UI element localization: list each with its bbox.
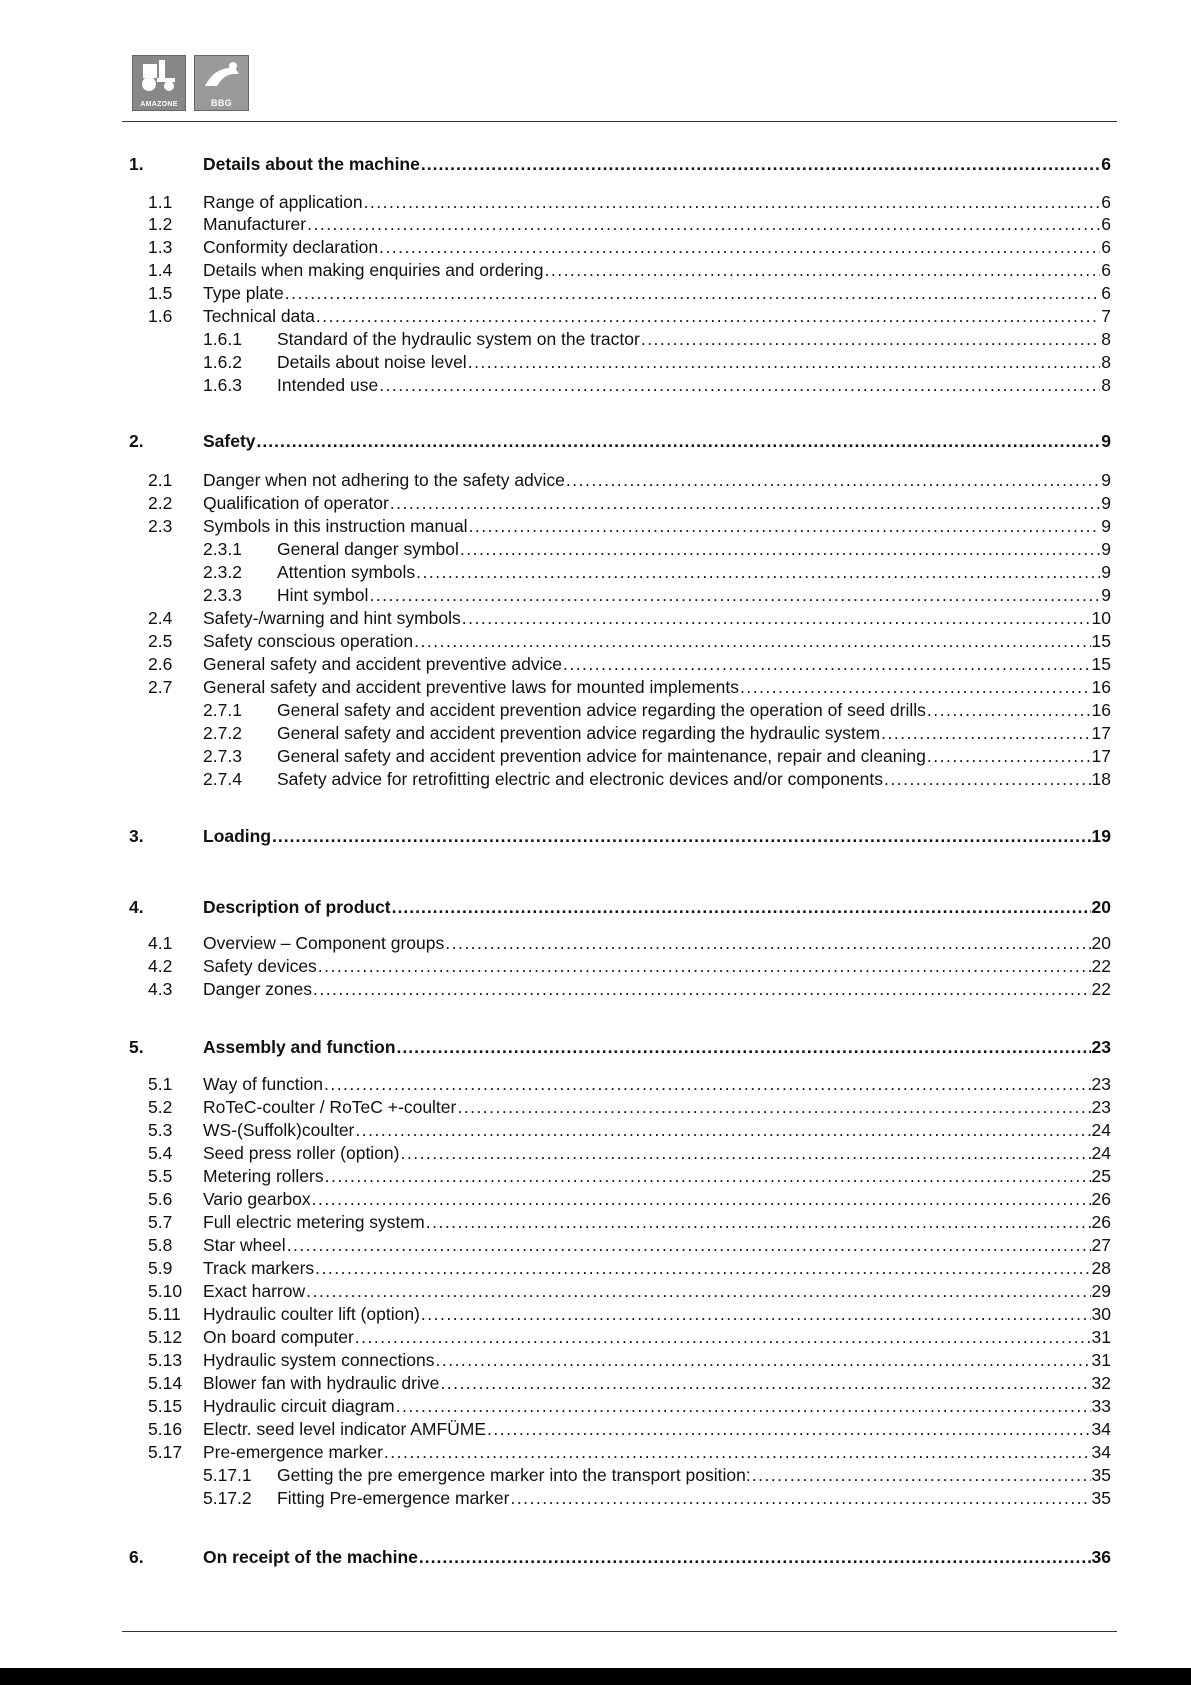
toc-number: 5.9 <box>148 1258 173 1278</box>
toc-entry <box>0 1487 1191 1509</box>
toc-title: Attention symbols <box>277 562 416 582</box>
toc-page-number: 20 <box>1091 897 1111 917</box>
toc-title: Description of product <box>203 897 391 917</box>
toc-number: 5.12 <box>148 1327 183 1347</box>
toc-page-number: 17 <box>1091 723 1111 743</box>
toc-title: Details about the machine <box>203 154 420 174</box>
toc-title: Overview – Component groups <box>203 933 445 953</box>
toc-page-number: 32 <box>1091 1373 1111 1393</box>
toc-number: 2. <box>129 431 144 451</box>
toc-title: General safety and accident prevention advice regarding the hydraulic system <box>277 723 881 743</box>
dot-leader <box>287 1234 1091 1256</box>
toc-entry <box>0 236 1191 258</box>
toc-page-number: 22 <box>1091 956 1111 976</box>
dot-leader <box>462 607 1091 629</box>
toc-page-number: 24 <box>1091 1120 1111 1140</box>
toc-number: 1. <box>129 154 144 174</box>
toc-entry <box>0 374 1191 396</box>
toc-title: Blower fan with hydraulic drive <box>203 1373 440 1393</box>
toc-title: Danger zones <box>203 979 312 999</box>
toc-number: 2.6 <box>148 654 173 674</box>
dot-leader <box>318 955 1091 977</box>
toc-title: Hint symbol <box>277 585 369 605</box>
toc-number: 2.4 <box>148 608 173 628</box>
toc-entry <box>0 1234 1191 1256</box>
dot-leader <box>355 1326 1091 1348</box>
toc-number: 5.1 <box>148 1074 173 1094</box>
toc-page-number: 9 <box>1101 493 1111 513</box>
dot-leader <box>379 374 1100 396</box>
dot-leader <box>315 1257 1090 1279</box>
toc-page-number: 18 <box>1091 769 1111 789</box>
toc-entry <box>0 213 1191 235</box>
dot-leader <box>457 1096 1090 1118</box>
toc-page-number: 8 <box>1101 329 1111 349</box>
toc-entry <box>0 282 1191 304</box>
dot-leader <box>316 305 1100 327</box>
toc-page-number: 6 <box>1101 214 1111 234</box>
toc-number: 1.6 <box>148 306 173 326</box>
dot-leader <box>487 1418 1091 1440</box>
toc-page-number: 28 <box>1091 1258 1111 1278</box>
toc-title: Electr. seed level indicator AMFÜME <box>203 1419 487 1439</box>
toc-page-number: 9 <box>1101 539 1111 559</box>
toc-page-number: 16 <box>1091 700 1111 720</box>
dot-leader <box>390 492 1100 514</box>
toc-title: Metering rollers <box>203 1166 324 1186</box>
toc-number: 5.17 <box>148 1442 183 1462</box>
dot-leader <box>313 978 1091 1000</box>
toc-title: Manufacturer <box>203 214 307 234</box>
toc-page-number: 6 <box>1101 237 1111 257</box>
toc-title: Assembly and function <box>203 1037 396 1057</box>
toc-entry <box>0 305 1191 327</box>
toc-entry <box>0 978 1191 1000</box>
dot-leader <box>324 1073 1091 1095</box>
dot-leader <box>435 1349 1090 1371</box>
toc-number: 2.2 <box>148 493 173 513</box>
toc-number: 4.3 <box>148 979 173 999</box>
toc-entry <box>0 1395 1191 1417</box>
dot-leader <box>312 1188 1091 1210</box>
toc-page-number: 6 <box>1101 192 1111 212</box>
toc-title: Pre-emergence marker <box>203 1442 383 1462</box>
toc-page-number: 36 <box>1091 1547 1111 1567</box>
dot-leader <box>392 896 1091 918</box>
toc-entry <box>0 1188 1191 1210</box>
dot-leader <box>379 236 1100 258</box>
toc-number: 2.7.3 <box>203 746 242 766</box>
dot-leader <box>445 932 1090 954</box>
toc-entry <box>0 584 1191 606</box>
dot-leader <box>510 1487 1090 1509</box>
toc-number: 2.3.2 <box>203 562 242 582</box>
toc-number: 2.5 <box>148 631 173 651</box>
toc-number: 2.1 <box>148 470 173 490</box>
dot-leader <box>566 469 1100 491</box>
dot-leader <box>440 1372 1090 1394</box>
toc-number: 1.4 <box>148 260 173 280</box>
dot-leader <box>396 1395 1091 1417</box>
toc-entry <box>0 492 1191 514</box>
toc-entry <box>0 676 1191 698</box>
toc-entry <box>0 1280 1191 1302</box>
toc-entry <box>0 259 1191 281</box>
toc-number: 2.7.1 <box>203 700 242 720</box>
toc-title: Technical data <box>203 306 315 326</box>
dot-leader <box>416 561 1100 583</box>
toc-title: Range of application <box>203 192 363 212</box>
dot-leader <box>285 282 1101 304</box>
toc-title: Getting the pre emergence marker into the transport position: <box>277 1465 751 1485</box>
dot-leader <box>752 1464 1091 1486</box>
toc-page-number: 15 <box>1091 654 1111 674</box>
toc-title: Loading <box>203 826 272 846</box>
dot-leader <box>927 745 1091 767</box>
toc-title: RoTeC-coulter / RoTeC +-coulter <box>203 1097 457 1117</box>
toc-entry <box>0 538 1191 560</box>
toc-page-number: 19 <box>1091 826 1111 846</box>
dot-leader <box>563 653 1091 675</box>
toc-number: 2.3.1 <box>203 539 242 559</box>
dot-leader <box>419 1546 1091 1568</box>
toc-number: 1.6.3 <box>203 375 242 395</box>
toc-number: 5.17.2 <box>203 1488 252 1508</box>
toc-number: 1.2 <box>148 214 173 234</box>
toc-entry <box>0 1073 1191 1095</box>
dot-leader <box>884 768 1091 790</box>
toc-chapter <box>0 896 1191 918</box>
dot-leader <box>364 191 1101 213</box>
toc-title: Safety <box>203 431 256 451</box>
toc-title: Danger when not adhering to the safety advice <box>203 470 565 490</box>
toc-number: 2.7 <box>148 677 173 697</box>
toc-title: Track markers <box>203 1258 315 1278</box>
toc-entry <box>0 607 1191 629</box>
toc-title: General safety and accident preventive advice <box>203 654 562 674</box>
toc-number: 5.7 <box>148 1212 173 1232</box>
toc-title: Intended use <box>277 375 379 395</box>
toc-number: 4.1 <box>148 933 173 953</box>
toc-number: 4. <box>129 897 144 917</box>
toc-page-number: 7 <box>1101 306 1111 326</box>
toc-entry <box>0 561 1191 583</box>
toc-chapter <box>0 1036 1191 1058</box>
amazone-logo-text: AMAZONE <box>140 101 178 108</box>
toc-page-number: 27 <box>1091 1235 1111 1255</box>
dot-leader <box>257 430 1101 452</box>
toc-entry <box>0 1303 1191 1325</box>
toc-title: General safety and accident prevention advice for maintenance, repair and cleaning <box>277 746 926 766</box>
toc-title: Hydraulic coulter lift (option) <box>203 1304 420 1324</box>
dot-leader <box>544 259 1100 281</box>
toc-chapter <box>0 153 1191 175</box>
toc-page-number: 30 <box>1091 1304 1111 1324</box>
toc-entry <box>0 653 1191 675</box>
dot-leader <box>400 1142 1090 1164</box>
toc-title: Exact harrow <box>203 1281 306 1301</box>
dot-leader <box>421 1303 1091 1325</box>
toc-number: 5.14 <box>148 1373 183 1393</box>
toc-chapter <box>0 1546 1191 1568</box>
toc-entry <box>0 1257 1191 1279</box>
dot-leader <box>355 1119 1090 1141</box>
toc-entry <box>0 722 1191 744</box>
dot-leader <box>927 699 1091 721</box>
toc-page-number: 34 <box>1091 1442 1111 1462</box>
dot-leader <box>421 153 1100 175</box>
toc-entry <box>0 1096 1191 1118</box>
toc-entry <box>0 630 1191 652</box>
dot-leader <box>307 213 1100 235</box>
toc-page-number: 31 <box>1091 1350 1111 1370</box>
toc-entry <box>0 1349 1191 1371</box>
toc-number: 5.4 <box>148 1143 173 1163</box>
toc-page-number: 29 <box>1091 1281 1111 1301</box>
dot-leader <box>469 515 1101 537</box>
toc-entry <box>0 351 1191 373</box>
toc-number: 1.5 <box>148 283 173 303</box>
toc-entry <box>0 745 1191 767</box>
toc-title: General danger symbol <box>277 539 459 559</box>
dot-leader <box>325 1165 1091 1187</box>
toc-page-number: 31 <box>1091 1327 1111 1347</box>
toc-title: Hydraulic system connections <box>203 1350 435 1370</box>
toc-title: Seed press roller (option) <box>203 1143 400 1163</box>
toc-page-number: 26 <box>1091 1189 1111 1209</box>
toc-number: 1.3 <box>148 237 173 257</box>
toc-page-number: 9 <box>1101 470 1111 490</box>
toc-entry <box>0 1418 1191 1440</box>
toc-number: 5.5 <box>148 1166 173 1186</box>
toc-title: Standard of the hydraulic system on the tractor <box>277 329 640 349</box>
toc-title: WS-(Suffolk)coulter <box>203 1120 355 1140</box>
toc-entry <box>0 932 1191 954</box>
dot-leader <box>414 630 1090 652</box>
toc-page-number: 33 <box>1091 1396 1111 1416</box>
toc-page-number: 9 <box>1101 562 1111 582</box>
toc-number: 5.11 <box>148 1304 181 1324</box>
toc-number: 1.6.2 <box>203 352 242 372</box>
toc-number: 5.2 <box>148 1097 173 1117</box>
toc-title: On receipt of the machine <box>203 1547 418 1567</box>
toc-entry <box>0 1211 1191 1233</box>
toc-entry <box>0 1165 1191 1187</box>
toc-title: General safety and accident preventive laws for mounted implements <box>203 677 739 697</box>
dot-leader <box>397 1036 1091 1058</box>
toc-entry <box>0 1142 1191 1164</box>
toc-entry <box>0 328 1191 350</box>
toc-number: 6. <box>129 1547 144 1567</box>
toc-page-number: 35 <box>1091 1488 1111 1508</box>
toc-title: General safety and accident prevention advice regarding the operation of seed drills <box>277 700 926 720</box>
toc-entry <box>0 1464 1191 1486</box>
toc-number: 5.13 <box>148 1350 183 1370</box>
toc-entry <box>0 955 1191 977</box>
toc-page-number: 23 <box>1091 1097 1111 1117</box>
toc-entry <box>0 1441 1191 1463</box>
toc-number: 5.17.1 <box>203 1465 252 1485</box>
toc-entry <box>0 1326 1191 1348</box>
toc-number: 3. <box>129 826 144 846</box>
toc-entry <box>0 469 1191 491</box>
toc-chapter <box>0 430 1191 452</box>
toc-page-number: 10 <box>1091 608 1111 628</box>
dot-leader <box>740 676 1091 698</box>
toc-title: Symbols in this instruction manual <box>203 516 468 536</box>
toc-title: Way of function <box>203 1074 323 1094</box>
toc-title: Qualification of operator <box>203 493 389 513</box>
toc-number: 2.7.2 <box>203 723 242 743</box>
toc-page-number: 20 <box>1091 933 1111 953</box>
toc-title: Safety-/warning and hint symbols <box>203 608 461 628</box>
toc-number: 5. <box>129 1037 144 1057</box>
toc-number: 2.3.3 <box>203 585 242 605</box>
toc-page-number: 15 <box>1091 631 1111 651</box>
toc-title: Hydraulic circuit diagram <box>203 1396 395 1416</box>
toc-page-number: 24 <box>1091 1143 1111 1163</box>
toc-page-number: 6 <box>1101 283 1111 303</box>
toc-page-number: 17 <box>1091 746 1111 766</box>
bbg-logo-text: BBG <box>211 98 232 108</box>
toc-number: 5.16 <box>148 1419 183 1439</box>
footer-divider <box>122 1631 1117 1632</box>
dot-leader <box>881 722 1090 744</box>
toc-chapter <box>0 825 1191 847</box>
toc-page-number: 16 <box>1091 677 1111 697</box>
toc-page-number: 25 <box>1091 1166 1111 1186</box>
toc-number: 1.1 <box>148 192 173 212</box>
toc-number: 2.3 <box>148 516 173 536</box>
toc-number: 5.3 <box>148 1120 173 1140</box>
toc-page-number: 35 <box>1091 1465 1111 1485</box>
toc-page-number: 9 <box>1101 516 1111 536</box>
toc-title: Details about noise level <box>277 352 467 372</box>
toc-page-number: 23 <box>1091 1037 1111 1057</box>
toc-number: 5.8 <box>148 1235 173 1255</box>
toc-page-number: 8 <box>1101 375 1111 395</box>
toc-title: Details when making enquiries and ordering <box>203 260 544 280</box>
toc-number: 1.6.1 <box>203 329 242 349</box>
toc-title: On board computer <box>203 1327 354 1347</box>
toc-page-number: 26 <box>1091 1212 1111 1232</box>
toc-title: Safety advice for retrofitting electric and electronic devices and/or components <box>277 769 884 789</box>
toc-page-number: 23 <box>1091 1074 1111 1094</box>
toc-title: Type plate <box>203 283 284 303</box>
toc-number: 2.7.4 <box>203 769 242 789</box>
toc-page-number: 22 <box>1091 979 1111 999</box>
toc-entry <box>0 1372 1191 1394</box>
dot-leader <box>369 584 1100 606</box>
dot-leader <box>426 1211 1091 1233</box>
toc-page-number: 6 <box>1101 260 1111 280</box>
dot-leader <box>641 328 1100 350</box>
toc-entry <box>0 1119 1191 1141</box>
toc-title: Safety conscious operation <box>203 631 414 651</box>
toc-page-number: 6 <box>1101 154 1111 174</box>
toc-title: Full electric metering system <box>203 1212 425 1232</box>
toc-page-number: 9 <box>1101 431 1111 451</box>
toc-number: 5.15 <box>148 1396 183 1416</box>
scan-border <box>0 1668 1191 1685</box>
dot-leader <box>460 538 1100 560</box>
toc-page-number: 34 <box>1091 1419 1111 1439</box>
dot-leader <box>468 351 1101 373</box>
dot-leader <box>384 1441 1091 1463</box>
toc-title: Conformity declaration <box>203 237 379 257</box>
toc-title: Vario gearbox <box>203 1189 311 1209</box>
toc-entry <box>0 699 1191 721</box>
dot-leader <box>272 825 1090 847</box>
dot-leader <box>306 1280 1090 1302</box>
toc-entry <box>0 768 1191 790</box>
toc-number: 5.10 <box>148 1281 183 1301</box>
toc-title: Star wheel <box>203 1235 286 1255</box>
toc-number: 5.6 <box>148 1189 173 1209</box>
toc-entry <box>0 515 1191 537</box>
toc-title: Fitting Pre-emergence marker <box>277 1488 510 1508</box>
toc-number: 4.2 <box>148 956 173 976</box>
toc-entry <box>0 191 1191 213</box>
toc-page-number: 8 <box>1101 352 1111 372</box>
toc-page-number: 9 <box>1101 585 1111 605</box>
toc-title: Safety devices <box>203 956 317 976</box>
